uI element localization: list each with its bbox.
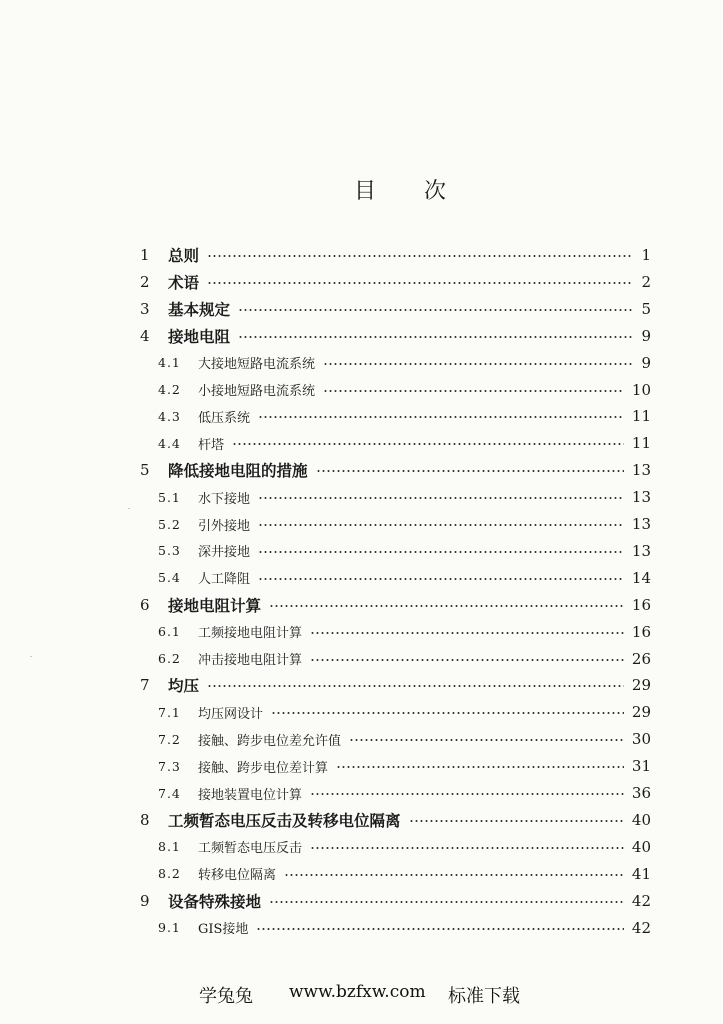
entry-page-number: 10 — [631, 380, 651, 399]
entry-title: 工频暂态电压反击及转移电位隔离 — [168, 810, 401, 830]
entry-title: 接地电阻计算 — [168, 595, 262, 615]
entry-number: 3 — [140, 299, 150, 318]
scan-speck — [128, 508, 130, 509]
entry-title: 降低接地电阻的措施 — [168, 461, 308, 481]
title-char-1: 目 — [353, 179, 376, 204]
entry-page-number: 13 — [631, 541, 651, 560]
entry-number: 5 — [140, 461, 150, 480]
entry-page-number: 30 — [631, 730, 651, 749]
entry-number: 9.1 — [158, 920, 181, 935]
entry-title: 接地电阻 — [168, 326, 231, 346]
entry-number: 8.2 — [158, 866, 181, 882]
entry-title: 冲击接地电阻计算 — [198, 653, 303, 668]
scan-speck — [30, 656, 32, 657]
entry-number: 2 — [140, 272, 150, 291]
entry-number: 5.3 — [158, 543, 181, 559]
entry-title: 工频接地电阻计算 — [198, 626, 303, 642]
dot-leader — [258, 578, 624, 580]
dot-leader — [258, 524, 624, 526]
dot-leader — [316, 470, 624, 472]
dot-leader — [207, 685, 624, 687]
entry-number: 5.2 — [158, 516, 181, 532]
entry-page-number: 1 — [641, 246, 651, 264]
entry-number: 7.1 — [158, 704, 181, 720]
dot-leader — [310, 847, 624, 849]
entry-title: 接触、跨步电位差允许值 — [198, 733, 342, 749]
entry-page-number: 31 — [631, 757, 651, 776]
dot-leader — [349, 739, 624, 741]
dot-leader — [310, 659, 624, 661]
dot-leader — [238, 336, 633, 338]
entry-number: 4.4 — [158, 435, 181, 451]
entry-page-number: 11 — [631, 434, 651, 453]
dot-leader — [284, 874, 624, 876]
entry-page-number: 40 — [631, 810, 651, 829]
toc-section-entry[interactable] — [0, 565, 723, 591]
dot-leader — [269, 901, 624, 903]
entry-title: 人工降阻 — [198, 572, 251, 588]
entry-title: 工频暂态电压反击 — [198, 841, 303, 857]
toc-chapter-entry[interactable] — [0, 269, 723, 295]
toc-section-entry[interactable] — [0, 646, 723, 672]
toc-section-entry[interactable] — [0, 726, 723, 752]
entry-number: 5.4 — [158, 570, 181, 586]
toc-chapter-entry[interactable] — [0, 457, 723, 483]
entry-page-number: 29 — [631, 676, 651, 695]
toc-section-entry[interactable] — [0, 484, 723, 510]
entry-page-number: 5 — [641, 299, 651, 318]
dot-leader — [207, 255, 633, 257]
entry-number: 7 — [140, 676, 150, 695]
entry-title: 设备特殊接地 — [168, 891, 262, 911]
dot-leader — [323, 390, 624, 392]
entry-number: 1 — [140, 246, 150, 264]
toc-section-entry[interactable] — [0, 538, 723, 564]
dot-leader — [258, 416, 624, 418]
entry-title: 均压 — [168, 676, 200, 696]
toc-section-entry[interactable] — [0, 753, 723, 779]
entry-title: 接地装置电位计算 — [198, 787, 303, 803]
entry-title: 杆塔 — [198, 437, 225, 453]
toc-section-entry[interactable] — [0, 780, 723, 806]
entry-number: 4.3 — [158, 408, 181, 424]
toc-section-entry[interactable] — [0, 619, 723, 645]
toc-chapter-entry[interactable] — [0, 888, 723, 914]
entry-title: 引外接地 — [198, 518, 251, 534]
dot-leader — [310, 793, 624, 795]
entry-number: 5.1 — [158, 489, 181, 505]
toc-chapter-entry[interactable] — [0, 592, 723, 618]
entry-title: 转移电位隔离 — [198, 868, 277, 884]
entry-page-number: 13 — [631, 461, 651, 480]
entry-page-number: 9 — [641, 353, 651, 372]
dot-leader — [323, 363, 633, 365]
entry-title: 大接地短路电流系统 — [198, 357, 316, 373]
toc-section-entry[interactable] — [0, 699, 723, 725]
dot-leader — [207, 282, 633, 284]
dot-leader — [232, 443, 624, 445]
entry-page-number: 40 — [631, 837, 651, 856]
entry-page-number: 11 — [631, 407, 651, 426]
entry-number: 8 — [140, 810, 150, 829]
entry-page-number: 14 — [631, 568, 651, 587]
toc-section-entry[interactable] — [0, 511, 723, 537]
dot-leader — [336, 766, 624, 768]
toc-chapter-entry[interactable] — [0, 296, 723, 322]
entry-title: 基本规定 — [168, 299, 231, 319]
entry-page-number: 42 — [631, 891, 651, 910]
entry-page-number: 41 — [631, 864, 651, 883]
toc-section-entry[interactable] — [0, 861, 723, 887]
entry-page-number: 26 — [631, 649, 651, 668]
entry-page-number: 13 — [631, 488, 651, 507]
page-title — [0, 174, 723, 205]
entry-number: 6 — [140, 595, 150, 614]
entry-page-number: 16 — [631, 595, 651, 614]
entry-number: 7.4 — [158, 785, 181, 801]
entry-title: 总则 — [168, 246, 200, 265]
toc-chapter-entry[interactable] — [0, 323, 723, 349]
entry-number: 7.3 — [158, 758, 181, 774]
dot-leader — [238, 309, 633, 311]
toc-chapter-entry[interactable] — [0, 672, 723, 698]
toc-section-entry[interactable] — [0, 915, 723, 941]
entry-page-number: 42 — [631, 918, 651, 937]
dot-leader — [409, 820, 624, 822]
watermark-footer — [0, 982, 723, 1008]
dot-leader — [258, 497, 624, 499]
entry-title: 深井接地 — [198, 545, 251, 561]
toc-section-entry[interactable] — [0, 430, 723, 456]
entry-number: 6.1 — [158, 624, 181, 640]
entry-title: 均压网设计 — [198, 706, 264, 722]
toc-chapter-entry[interactable] — [0, 807, 723, 833]
entry-number: 7.2 — [158, 731, 181, 747]
dot-leader — [258, 551, 624, 553]
toc-section-entry[interactable] — [0, 403, 723, 429]
entry-number: 4 — [140, 326, 150, 345]
entry-title: 水下接地 — [198, 491, 251, 507]
entry-title: 术语 — [168, 272, 200, 292]
dot-leader — [310, 632, 624, 634]
dot-leader — [269, 605, 624, 607]
dot-leader — [256, 928, 623, 930]
entry-page-number: 36 — [631, 784, 651, 802]
entry-number: 4.1 — [158, 355, 181, 371]
title-char-2: 次 — [424, 179, 447, 204]
entry-title: 低压系统 — [198, 410, 251, 426]
entry-page-number: 2 — [641, 272, 651, 291]
toc-section-entry[interactable] — [0, 834, 723, 860]
toc-section-entry[interactable] — [0, 377, 723, 403]
entry-number: 4.2 — [158, 382, 181, 397]
entry-title: GIS接地 — [198, 922, 249, 937]
dot-leader — [271, 712, 624, 714]
entry-title: 小接地短路电流系统 — [198, 384, 316, 399]
footer-slogan: 标准下载 — [448, 986, 520, 1007]
toc-chapter-entry[interactable] — [0, 242, 723, 268]
footer-url[interactable]: www.bzfxw.com — [289, 982, 426, 1002]
entry-page-number: 16 — [631, 622, 651, 641]
entry-page-number: 29 — [631, 703, 651, 722]
entry-number: 9 — [140, 891, 150, 910]
entry-number: 6.2 — [158, 651, 181, 666]
entry-page-number: 13 — [631, 515, 651, 533]
toc-section-entry[interactable] — [0, 350, 723, 376]
footer-site-name: 学兔兔 — [199, 986, 253, 1007]
entry-title: 接触、跨步电位差计算 — [198, 760, 329, 776]
entry-page-number: 9 — [641, 326, 651, 345]
entry-number: 8.1 — [158, 839, 181, 855]
